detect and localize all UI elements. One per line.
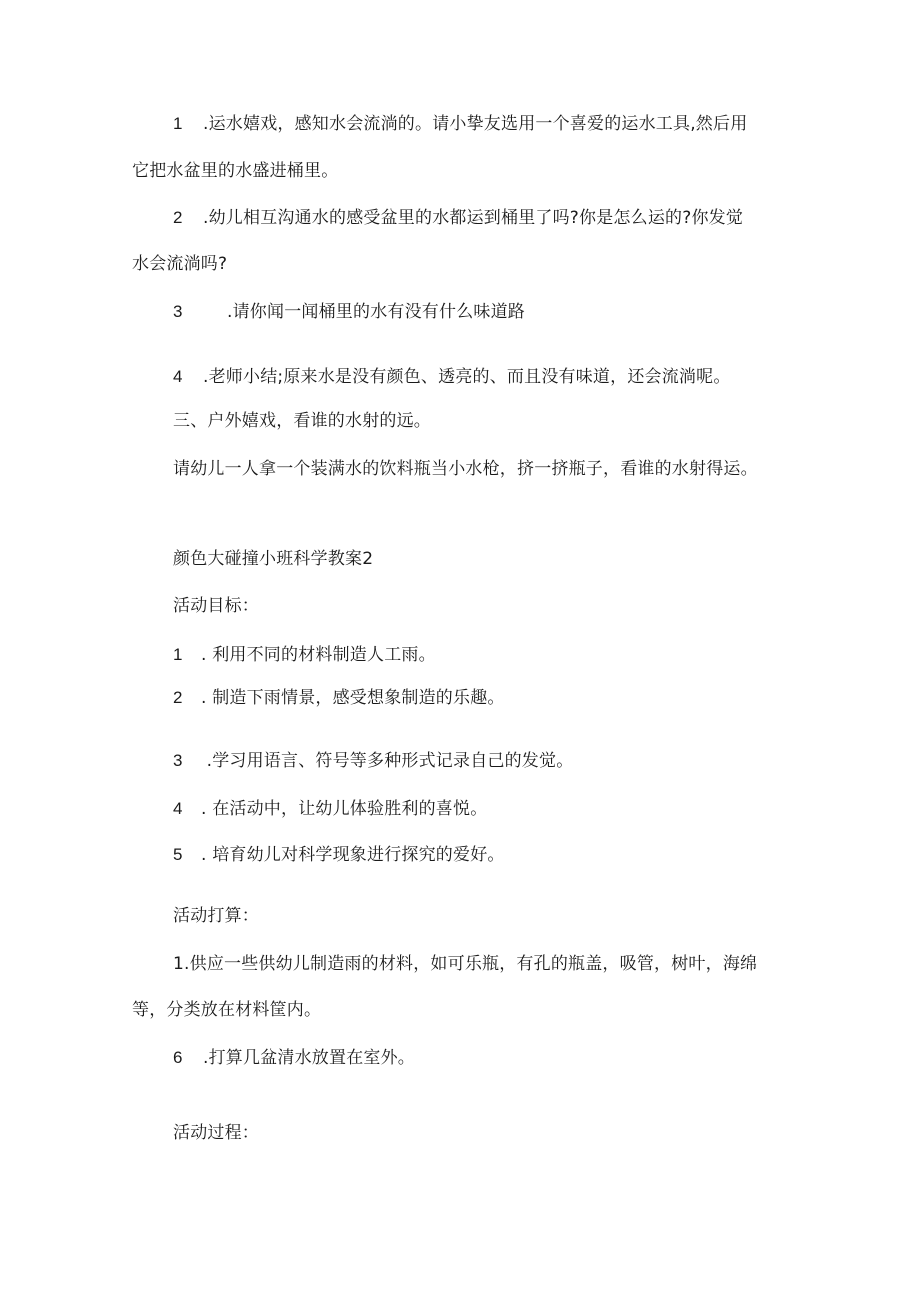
- goals-heading: 活动目标：: [173, 596, 259, 616]
- goal-text-1: . 利用不同的材料制造人工雨。: [201, 645, 436, 665]
- item3-text: .请你闻一闻桶里的水有没有什么味道路: [227, 302, 526, 322]
- item3-line: [173, 301, 525, 323]
- prep-heading: 活动打算：: [173, 906, 259, 926]
- goal-number-2: 2: [173, 688, 183, 707]
- item1-line1: [173, 113, 747, 135]
- item4-line: [173, 366, 731, 388]
- item2-line2: 水会流淌吗?: [132, 254, 228, 274]
- goal-item-4: [173, 798, 487, 820]
- goal-number-4: 4: [173, 799, 183, 818]
- prep-item-1-line2: 等，分类放在材料筐内。: [132, 1000, 322, 1020]
- prep-item-2: [173, 1047, 415, 1069]
- prep-item-2-text: .打算几盆清水放置在室外。: [203, 1048, 416, 1068]
- item1-line2: 它把水盆里的水盛进桶里。: [132, 161, 339, 181]
- goal-item-2: [173, 687, 505, 709]
- item1-text: .运水嬉戏，感知水会流淌的。请小挚友选用一个喜爱的运水工具,然后用: [203, 114, 748, 134]
- item2-number: 2: [173, 208, 183, 227]
- goal-item-5: [173, 844, 505, 866]
- part3-text: 请幼儿一人拿一个装满水的饮料瓶当小水枪，挤一挤瓶子，看谁的水射得运。: [173, 459, 758, 479]
- goal-item-1: [173, 644, 436, 666]
- goal-number-3: 3: [173, 751, 183, 770]
- part3-heading: 三、户外嬉戏，看谁的水射的远。: [173, 411, 431, 431]
- item4-number: 4: [173, 367, 183, 386]
- goal-text-3: .学习用语言、符号等多种形式记录自己的发觉。: [201, 751, 574, 771]
- process-heading: 活动过程：: [173, 1123, 259, 1143]
- item4-text: .老师小结;原来水是没有颜色、透亮的、而且没有味道，还会流淌呢。: [203, 367, 731, 387]
- item1-number: 1: [173, 114, 183, 133]
- goal-number-1: 1: [173, 645, 183, 664]
- goal-text-5: . 培育幼儿对科学现象进行探究的爱好。: [201, 845, 505, 865]
- goal-text-4: . 在活动中，让幼儿体验胜利的喜悦。: [201, 799, 488, 819]
- prep-item-2-number: 6: [173, 1048, 183, 1067]
- item3-number: 3: [173, 302, 183, 321]
- item2-line1: [173, 207, 743, 229]
- prep-item-1-line1: 1.供应一些供幼儿制造雨的材料，如可乐瓶，有孔的瓶盖，吸管，树叶，海绵: [173, 954, 758, 974]
- goal-item-3: [173, 750, 573, 772]
- goal-text-2: . 制造下雨情景，感受想象制造的乐趣。: [201, 688, 505, 708]
- goal-number-5: 5: [173, 845, 183, 864]
- item2-text: .幼儿相互沟通水的感受盆里的水都运到桶里了吗?你是怎么运的?你发觉: [203, 208, 744, 228]
- lesson2-title: 颜色大碰撞小班科学教案2: [173, 549, 374, 569]
